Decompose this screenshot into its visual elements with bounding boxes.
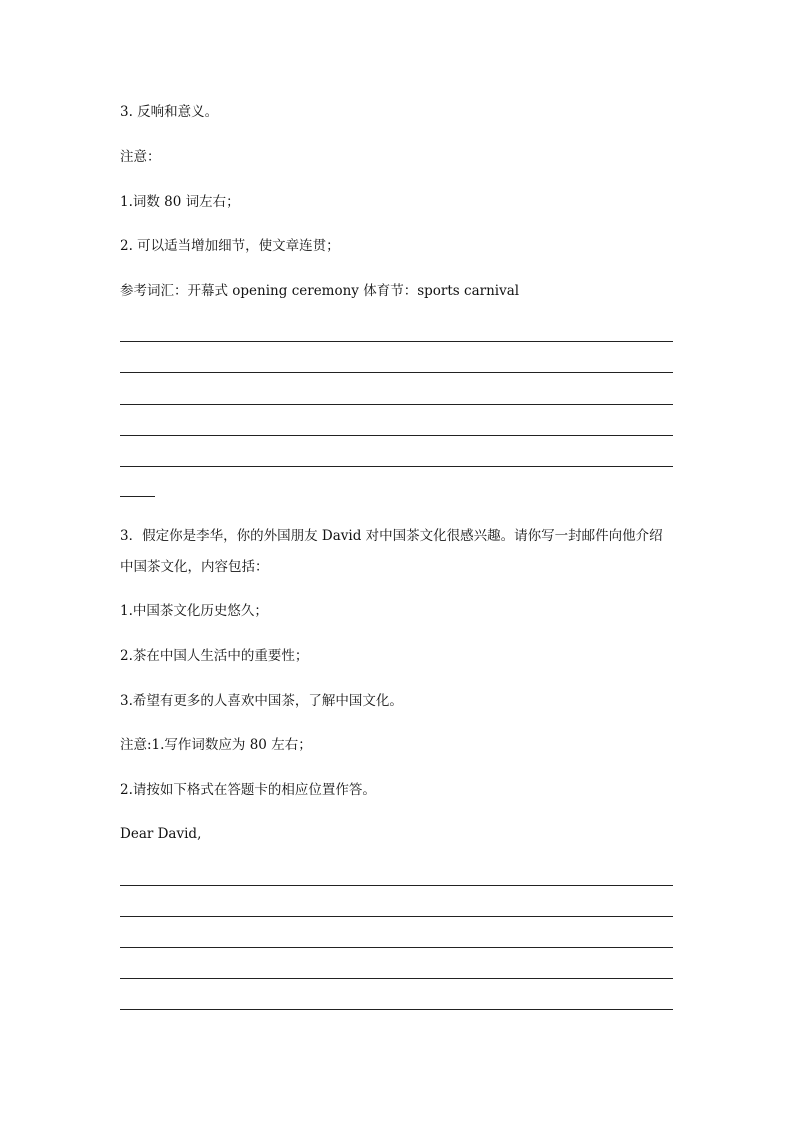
answer-line[interactable] [120,1009,673,1010]
requirement-item-3: 3. 反响和意义。 [120,104,219,120]
answer-line[interactable] [120,916,673,917]
answer-line[interactable] [120,466,673,467]
answer-line[interactable] [120,978,673,979]
question-3-prompt-line-2: 中国茶文化，内容包括： [120,559,269,575]
answer-line[interactable] [120,885,673,886]
answer-line[interactable] [120,435,673,436]
letter-salutation: Dear David, [120,826,202,842]
question-3-prompt-line-1: 3．假定你是李华，你的外国朋友 David 对中国茶文化很感兴趣。请你写一封邮件向他介绍 [120,528,663,544]
answer-line[interactable] [120,372,673,373]
content-item-3: 3.希望有更多的人喜欢中国茶，了解中国文化。 [120,693,403,709]
content-item-2: 2.茶在中国人生活中的重要性； [120,648,309,664]
notes-heading: 注意： [120,149,161,165]
note-word-count-2: 注意:1.写作词数应为 80 左右； [120,737,312,753]
answer-line-end[interactable] [120,496,155,497]
note-details: 2. 可以适当增加细节，使文章连贯； [120,238,340,254]
answer-line[interactable] [120,341,673,342]
content-item-1: 1.中国茶文化历史悠久； [120,603,268,619]
answer-line[interactable] [120,404,673,405]
reference-vocabulary: 参考词汇：开幕式 opening ceremony 体育节：sports carnival [120,283,520,299]
answer-line[interactable] [120,947,673,948]
note-answer-format: 2.请按如下格式在答题卡的相应位置作答。 [120,782,376,798]
note-word-count: 1.词数 80 词左右； [120,194,240,210]
